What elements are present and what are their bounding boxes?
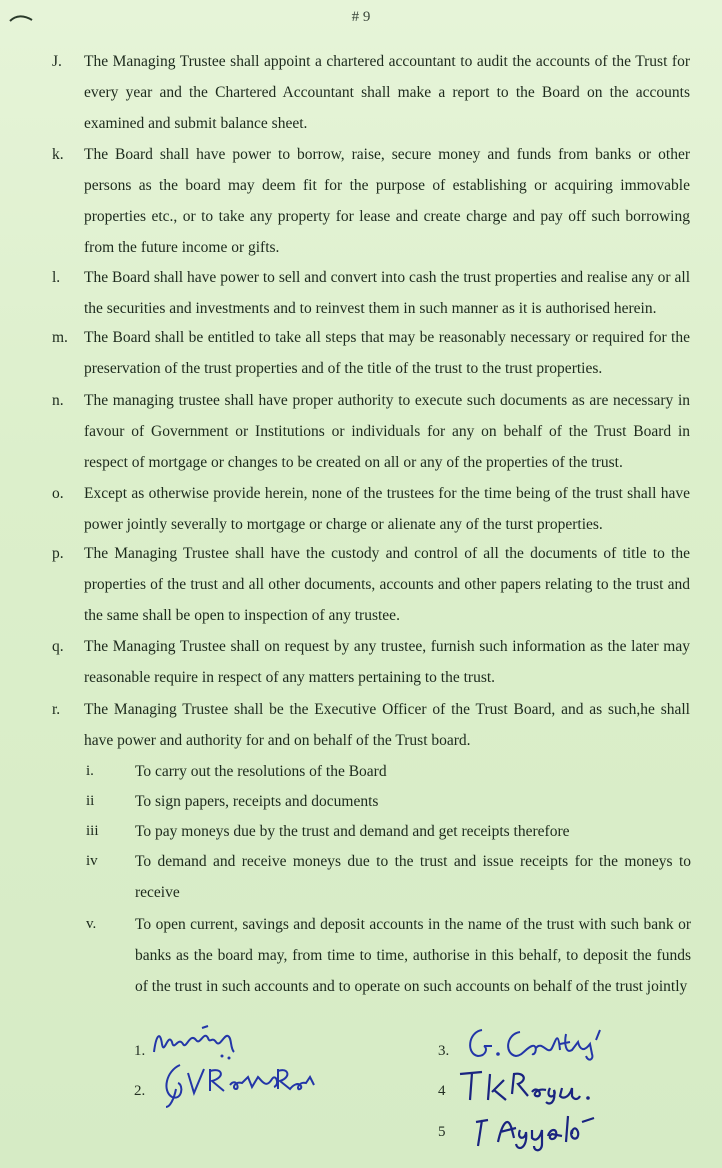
clause-text: The Managing Trustee shall have the custody and control of all the documents of title to the properties of the trust and all other documents, accounts and other papers relating to the trust and the same shall be open to inspection of any trustee. <box>84 545 690 624</box>
clause-text: The Managing Trustee shall on request by any trustee, furnish such information as the later may reasonable require in respect of any matters pertaining to the trust. <box>84 638 690 686</box>
clause-letter: o. <box>52 485 64 502</box>
clause-text: Except as otherwise provide herein, none of the trustees for the time being of the trust shall have power jointly severally to mortgage or charge or alienate any of the turst properties. <box>84 485 690 533</box>
sub-item-text: To open current, savings and deposit accounts in the name of the trust with such bank or banks as the board may, from time to time, authorise in this behalf, to deposit the funds of the trust in such accounts and to operate on such accounts on behalf of the trust jointly <box>135 916 691 995</box>
signature-4 <box>454 1066 614 1106</box>
signature-number-5: 5 <box>438 1124 446 1140</box>
clause-text: The Board shall have power to sell and convert into cash the trust properties and realise any or all the securities and investments and to reinvest them in such manner as it is authorised herein. <box>84 269 690 317</box>
signature-number-4: 4 <box>438 1083 446 1099</box>
sub-item-number: iv <box>86 853 98 869</box>
clause-letter: n. <box>52 392 64 409</box>
clause-letter: p. <box>52 545 64 562</box>
clause-text: The Managing Trustee shall appoint a chartered accountant to audit the accounts of the Trust for every year and the Chartered Accountant shall make a report to the Board on the accounts examined and submit balance sheet. <box>84 53 690 132</box>
clause-letter: r. <box>52 701 61 718</box>
signature-number-2: 2. <box>134 1083 146 1099</box>
sub-item-text: To sign papers, receipts and documents <box>135 793 379 810</box>
clause-letter: l. <box>52 269 61 286</box>
sub-item-text: To demand and receive moneys due to the trust and issue receipts for the moneys to receive <box>135 853 691 901</box>
clause-text: The Board shall be entitled to take all steps that may be reasonably necessary or required for the preservation of the trust properties and of the title of the trust to the trust properties. <box>84 329 690 377</box>
sub-item-text: To carry out the resolutions of the Board <box>135 763 387 780</box>
signature-number-1: 1. <box>134 1043 146 1059</box>
signature-5 <box>468 1108 618 1153</box>
clause-letter: q. <box>52 638 64 655</box>
clause-text: The managing trustee shall have proper authority to execute such documents as are necessary in favour of Government or Institutions or individuals for any on behalf of the Trust Board in respect of mortgage or changes to be created on all or any of the properties of the trust. <box>84 392 690 471</box>
page-number: # 9 <box>351 9 371 25</box>
signature-3 <box>462 1020 622 1065</box>
signature-number-3: 3. <box>438 1043 450 1059</box>
sub-item-text: To pay moneys due by the trust and demand and get receipts therefore <box>135 823 570 840</box>
clause-text: The Board shall have power to borrow, raise, secure money and funds from banks or other persons as the board may deem fit for the purpose of establishing or acquiring immovable properties etc., or to take any property for lease and create charge and pay off such borrowing from the future income or gifts. <box>84 146 690 256</box>
clause-letter: J. <box>52 53 62 70</box>
clause-text: The Managing Trustee shall be the Executive Officer of the Trust Board, and as such,he shall have power and authority for and on behalf of the Trust board. <box>84 701 690 749</box>
signature-2 <box>152 1055 322 1110</box>
sub-item-number: i. <box>86 763 94 779</box>
clause-letter: k. <box>52 146 64 163</box>
sub-item-number: ii <box>86 793 95 809</box>
clause-letter: m. <box>52 329 68 346</box>
sub-item-number: iii <box>86 823 99 839</box>
sub-item-number: v. <box>86 916 97 932</box>
